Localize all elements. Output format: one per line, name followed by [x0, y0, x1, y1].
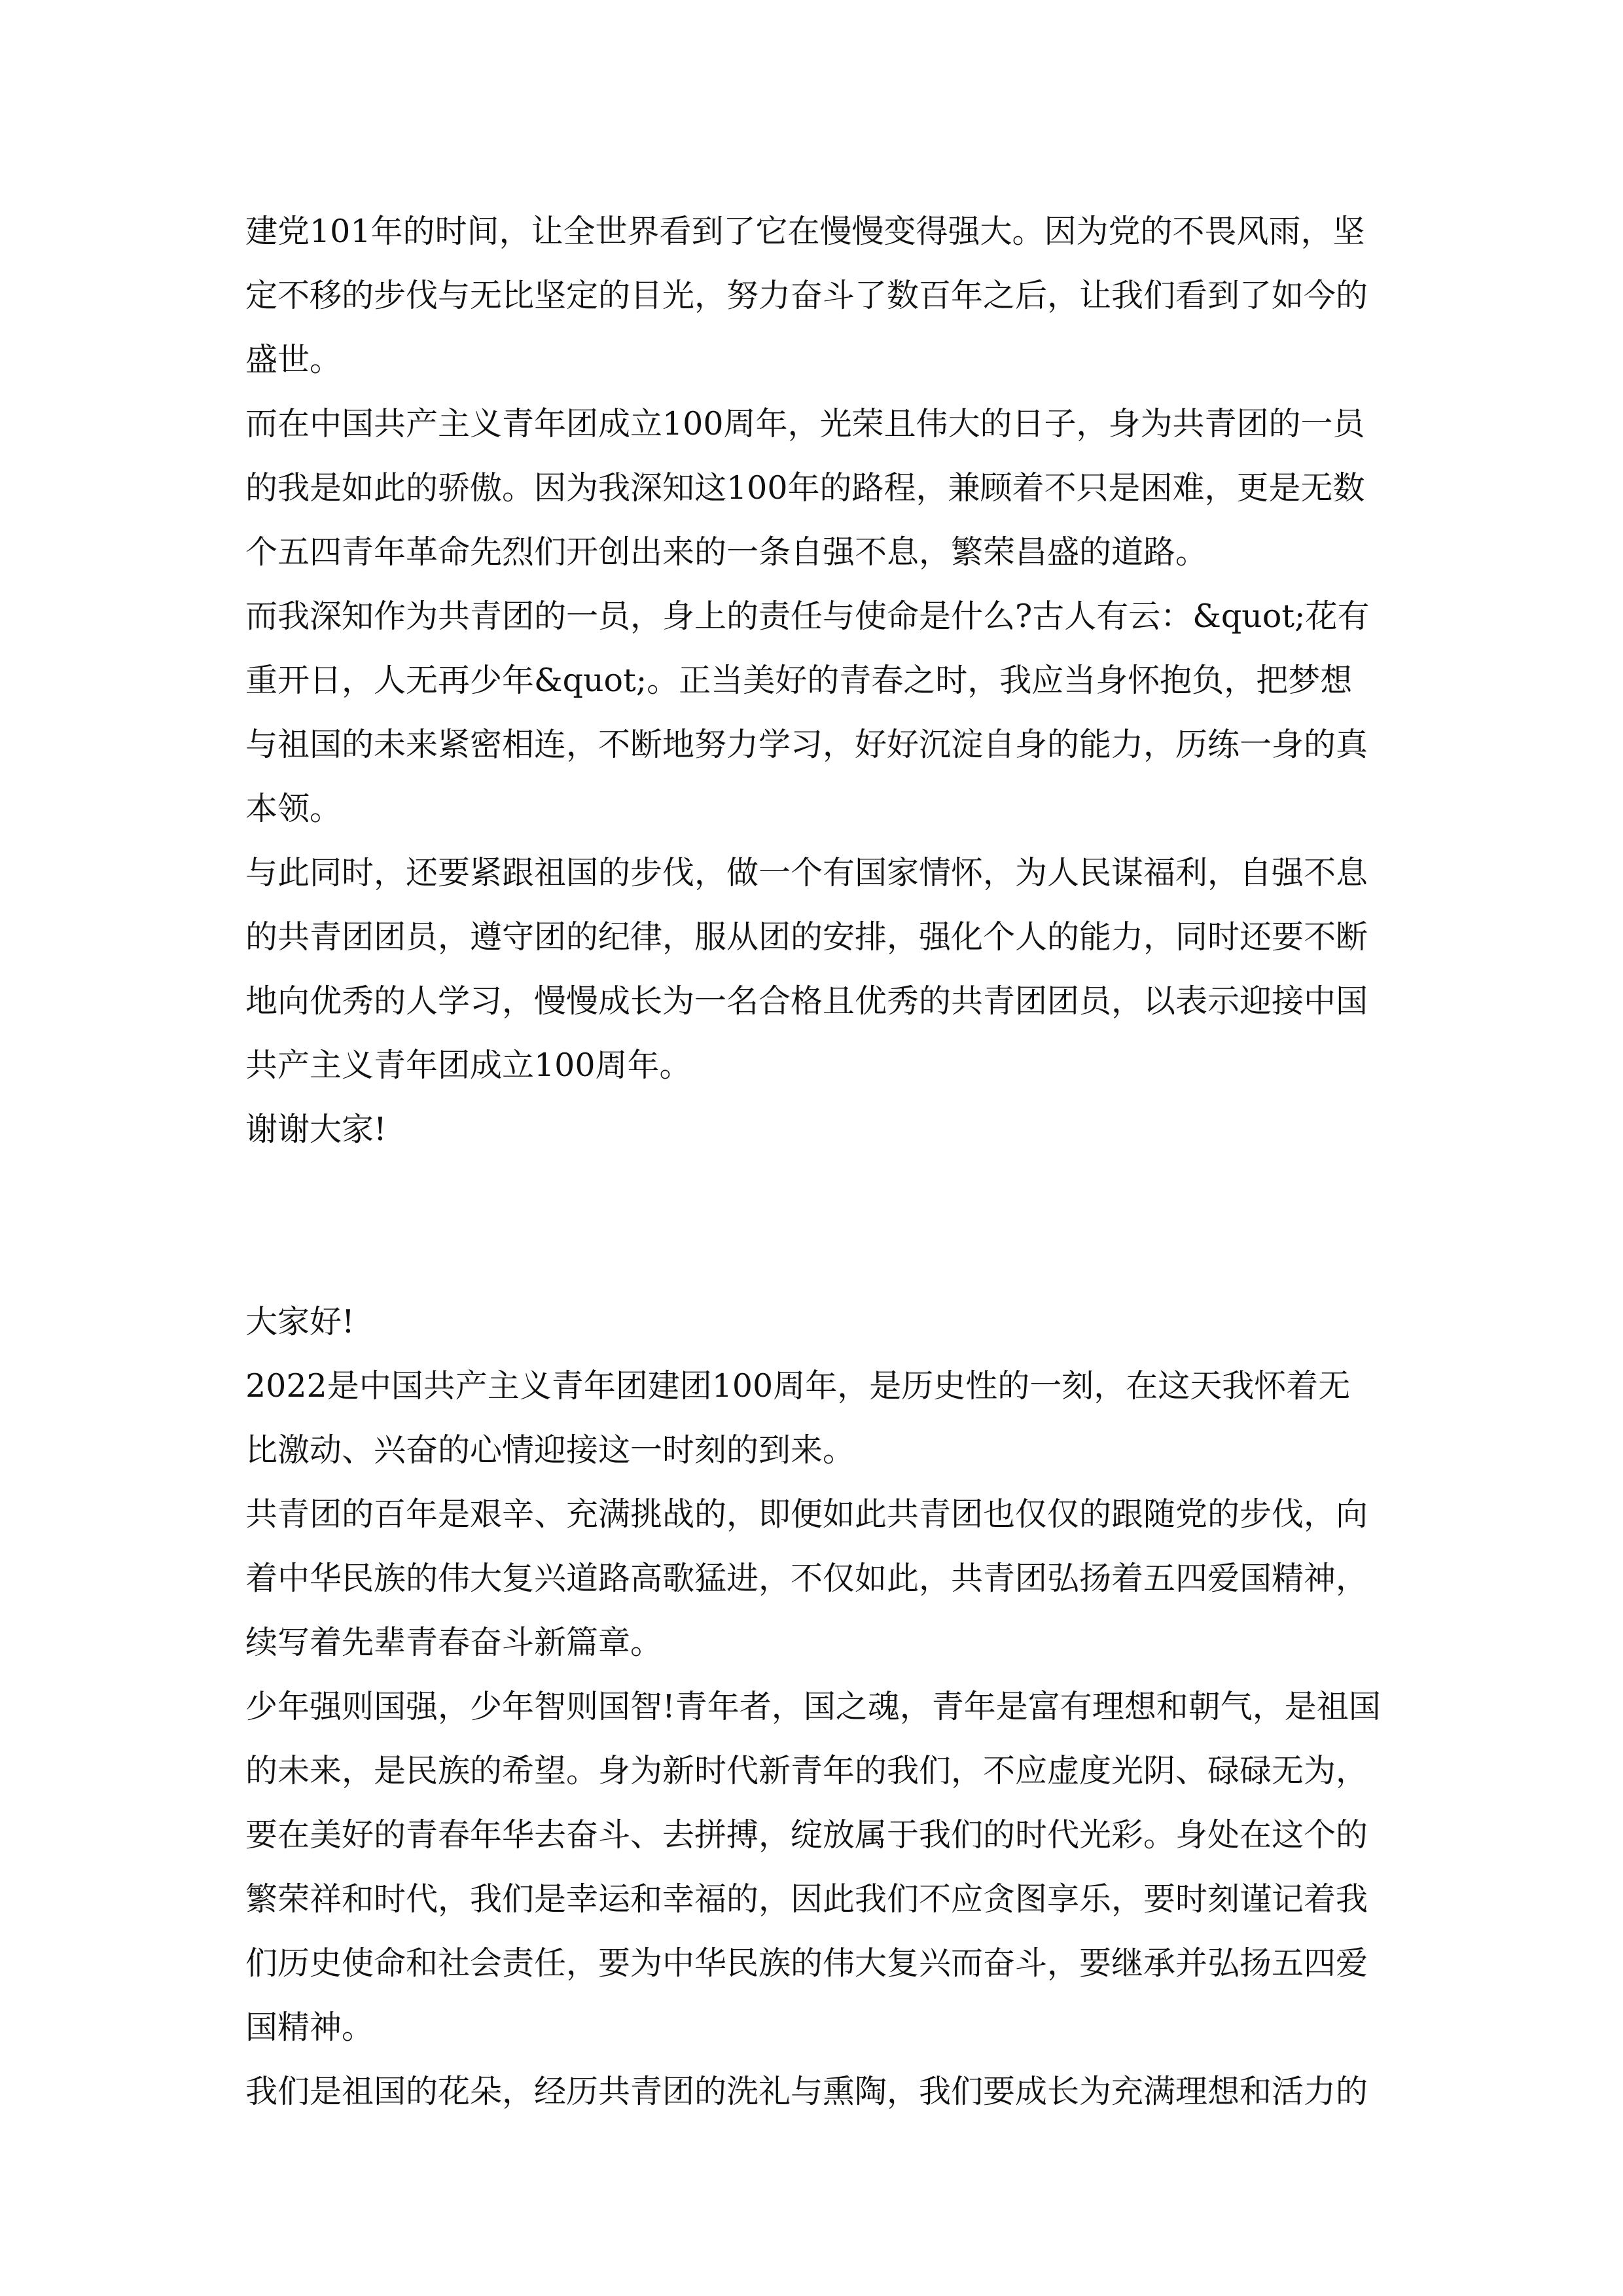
closing-line: 谢谢大家!: [245, 1111, 387, 1148]
greeting-line: 大家好!: [245, 1303, 355, 1340]
paragraph: 而我深知作为共青团的一员，身上的责任与使命是什么?古人有云：&quot;花有重开日，人无再少年&quot;。正当美好的青春之时，我应当身怀抱负，把梦想与祖国的未来紧密相连，不断地努力学习，好好沉淀自身的能力，历练一身的真本领。: [245, 598, 1370, 827]
paragraph: 共青团的百年是艰辛、充满挑战的，即便如此共青团也仅仅的跟随党的步伐，向着中华民族的伟大复兴道路高歌猛进，不仅如此，共青团弘扬着五四爱国精神，续写着先辈青春奋斗新篇章。: [245, 1496, 1368, 1661]
section-spacer: [245, 1162, 1381, 1290]
document-body: [245, 200, 1381, 2124]
paragraph: 少年强则国强，少年智则国智!青年者，国之魂，青年是富有理想和朝气，是祖国的未来，是民族的希望。身为新时代新青年的我们，不应虚度光阴、碌碌无为，要在美好的青春年华去奋斗、去拼搏，绽放属于我们的时代光彩。身处在这个的繁荣祥和时代，我们是幸运和幸福的，因此我们不应贪图享乐，要时刻谨记着我们历史使命和社会责任，要为中华民族的伟大复兴而奋斗，要继承并弘扬五四爱国精神。: [245, 1688, 1381, 2046]
paragraph: 与此同时，还要紧跟祖国的步伐，做一个有国家情怀，为人民谋福利，自强不息的共青团团员，遵守团的纪律，服从团的安排，强化个人的能力，同时还要不断地向优秀的人学习，慢慢成长为一名合格且优秀的共青团团员，以表示迎接中国共产主义青年团成立100周年。: [245, 854, 1368, 1084]
paragraph: 而在中国共产主义青年团成立100周年，光荣且伟大的日子，身为共青团的一员的我是如此的骄傲。因为我深知这100年的路程，兼顾着不只是困难，更是无数个五四青年革命先烈们开创出来的一条自强不息，繁荣昌盛的道路。: [245, 405, 1365, 571]
paragraph: 建党101年的时间，让全世界看到了它在慢慢变得强大。因为党的不畏风雨，坚定不移的步伐与无比坚定的目光，努力奋斗了数百年之后，让我们看到了如今的盛世。: [245, 213, 1368, 378]
paragraph: 2022是中国共产主义青年团建团100周年，是历史性的一刻，在这天我怀着无比激动、兴奋的心情迎接这一时刻的到来。: [245, 1367, 1351, 1469]
paragraph: 我们是祖国的花朵，经历共青团的洗礼与熏陶，我们要成长为充满理想和活力的: [245, 2073, 1368, 2110]
